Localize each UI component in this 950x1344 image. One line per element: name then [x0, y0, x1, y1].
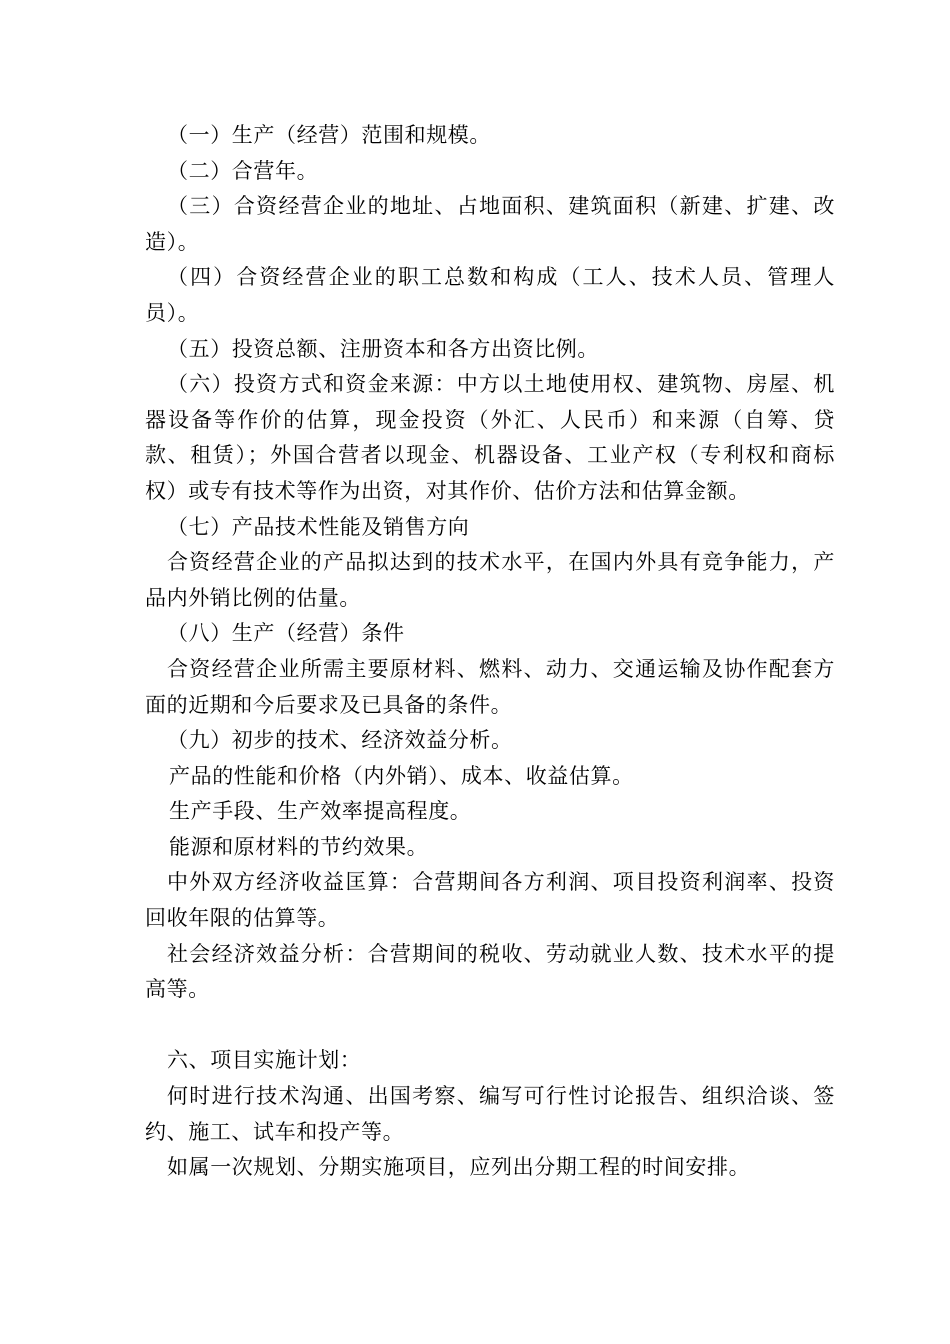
paragraph-economic-estimate: 中外双方经济收益匡算：合营期间各方利润、项目投资利润率、投资回收年限的估算等。 [145, 870, 835, 931]
paragraph-product-level: 合资经营企业的产品拟达到的技术水平，在国内外具有竞争能力，产品内外销比例的估量。 [145, 550, 835, 610]
paragraph-product-heading: （七）产品技术性能及销售方向 [167, 514, 470, 539]
paragraph-benefit-heading: （九）初步的技术、经济效益分析。 [167, 728, 513, 753]
paragraph-energy-saving: 能源和原材料的节约效果。 [169, 834, 429, 859]
paragraph-production-efficiency: 生产手段、生产效率提高程度。 [169, 799, 472, 824]
paragraph-production-scope: （一）生产（经营）范围和规模。 [167, 123, 491, 147]
paragraph-conditions-detail: 合资经营企业所需主要原材料、燃料、动力、交通运输及协作配套方面的近期和今后要求及已具备的条件。 [145, 656, 835, 717]
blank-line [145, 1008, 835, 1044]
paragraph-social-benefit: 社会经济效益分析：合营期间的税收、劳动就业人数、技术水平的提高等。 [145, 941, 835, 1002]
paragraph-conditions-heading: （八）生产（经营）条件 [167, 621, 405, 646]
paragraph-enterprise-address: （三）合资经营企业的地址、占地面积、建筑面积（新建、扩建、改造）。 [145, 194, 835, 254]
section-heading-implementation-plan: 六、项目实施计划： [167, 1048, 362, 1073]
paragraph-phased-schedule: 如属一次规划、分期实施项目，应列出分期工程的时间安排。 [167, 1155, 751, 1180]
paragraph-joint-venture-term: （二）合营年。 [167, 158, 319, 183]
paragraph-staff-composition: （四）合资经营企业的职工总数和构成（工人、技术人员、管理人员）。 [145, 265, 835, 325]
paragraph-investment-method: （六）投资方式和资金来源：中方以土地使用权、建筑物、房屋、机器设备等作价的估算，现金投资（外汇、人民币）和来源（自筹、贷款、租赁）；外国合营者以现金、机器设备、工业产权（专利权和商标权）或专有技术等作为出资，对其作价、估价方法和估算金额。 [145, 372, 835, 503]
paragraph-implementation-steps: 何时进行技术沟通、出国考察、编写可行性讨论报告、组织洽谈、签约、施工、试车和投产等。 [145, 1084, 835, 1144]
paragraph-investment-total: （五）投资总额、注册资本和各方出资比例。 [167, 336, 599, 361]
paragraph-product-cost: 产品的性能和价格（内外销）、成本、收益估算。 [169, 763, 634, 788]
document-page [145, 118, 835, 1186]
